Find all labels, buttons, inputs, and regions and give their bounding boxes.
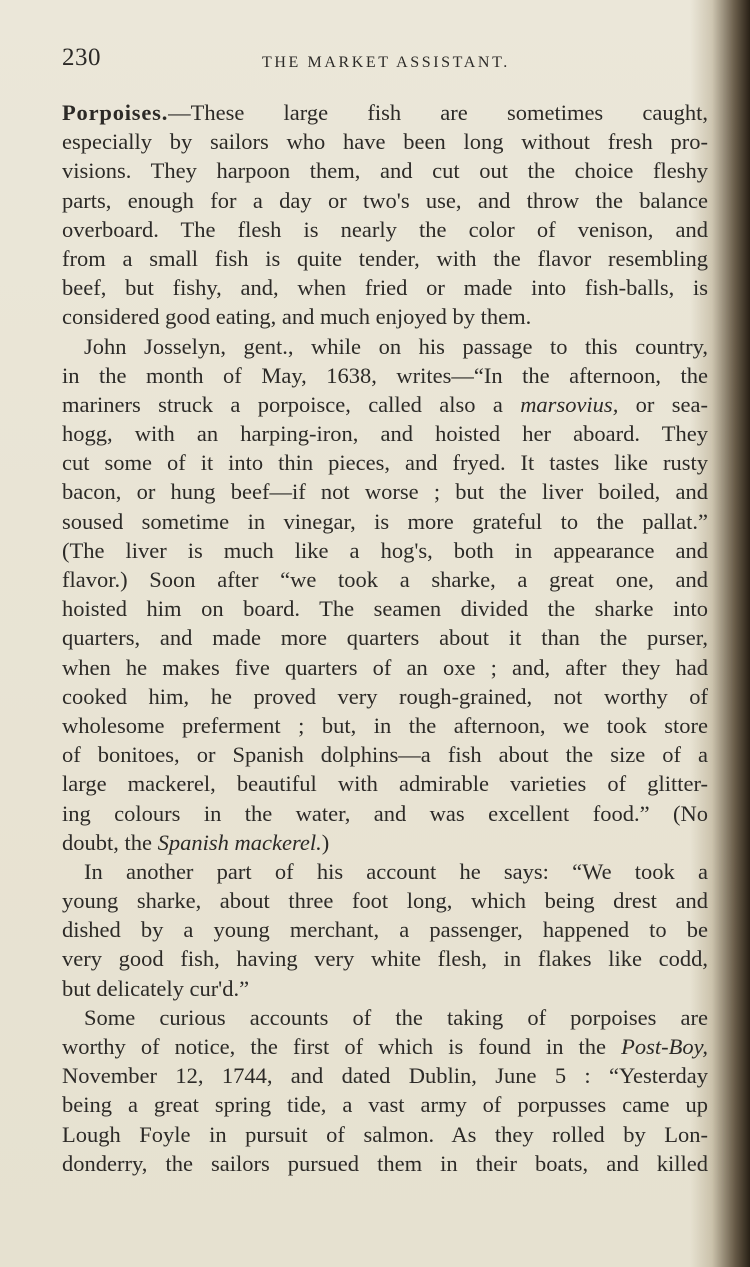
page-number: 230 bbox=[62, 44, 101, 71]
text-segment: being a great spring tide, a vast army of porpusses came up bbox=[62, 1092, 708, 1118]
page-header bbox=[62, 44, 702, 74]
text-line bbox=[62, 156, 708, 185]
italic-text: Post-Boy, bbox=[621, 1034, 708, 1059]
text-segment: quarters, and made more quarters about it than the purser, bbox=[62, 625, 708, 651]
text-segment: but delicately cur'd.” bbox=[62, 975, 250, 1001]
text-segment: ing colours in the water, and was excellent food.” (No bbox=[62, 800, 708, 826]
text-segment: John Josselyn, gent., while on his passage to this country, bbox=[84, 333, 708, 359]
text-segment: cut some of it into thin pieces, and fryed. It tastes like rusty bbox=[62, 450, 708, 476]
italic-text: marsovius, bbox=[520, 391, 619, 417]
text-line bbox=[62, 186, 708, 215]
italic-text: Spanish mackerel. bbox=[157, 829, 322, 855]
text-line bbox=[62, 915, 708, 944]
text-segment: November 12, 1744, and dated Dublin, June 5 : “Yesterday bbox=[62, 1063, 708, 1089]
text-segment: In another part of his account he says: “We took a bbox=[84, 858, 708, 884]
text-line bbox=[62, 215, 708, 244]
text-segment: in the month of May, 1638, writes—“In the afternoon, the bbox=[62, 362, 708, 388]
text-line bbox=[62, 623, 708, 652]
text-line bbox=[62, 477, 708, 506]
text-segment: doubt, the bbox=[62, 829, 158, 855]
text-line bbox=[62, 1090, 708, 1119]
text-line bbox=[62, 944, 708, 973]
text-segment: —These large fish are sometimes caught, bbox=[168, 100, 708, 125]
text-line bbox=[62, 1003, 708, 1032]
text-line bbox=[62, 302, 708, 331]
text-segment: dished by a young merchant, a passenger, happened to be bbox=[62, 917, 708, 943]
text-line bbox=[62, 1061, 708, 1090]
text-line bbox=[62, 536, 708, 565]
text-segment: large mackerel, beautiful with admirable varieties of glitter- bbox=[62, 771, 708, 797]
text-segment: especially by sailors who have been long without fresh pro- bbox=[62, 129, 708, 155]
text-segment: flavor.) Soon after “we took a sharke, a great one, and bbox=[62, 567, 708, 592]
text-segment: young sharke, about three foot long, which being drest and bbox=[62, 888, 708, 914]
text-line bbox=[62, 98, 708, 127]
text-segment: when he makes five quarters of an oxe ; and, after they had bbox=[62, 654, 708, 680]
text-line bbox=[62, 1149, 708, 1178]
text-segment: wholesome preferment ; but, in the afternoon, we took store bbox=[62, 712, 708, 738]
text-segment: donderry, the sailors pursued them in their boats, and killed bbox=[62, 1150, 708, 1176]
text-line bbox=[62, 799, 708, 828]
text-segment: cooked him, he proved very rough-grained, not worthy of bbox=[62, 683, 708, 709]
text-segment: worthy of notice, the first of which is found in the bbox=[62, 1034, 622, 1059]
text-segment: overboard. The flesh is nearly the color of venison, and bbox=[62, 216, 708, 242]
text-segment: very good fish, having very white flesh, in flakes like codd, bbox=[62, 946, 708, 972]
text-line bbox=[62, 390, 708, 419]
text-line bbox=[62, 682, 708, 711]
text-line bbox=[62, 857, 708, 886]
text-line bbox=[62, 127, 708, 156]
text-line bbox=[62, 828, 708, 857]
text-segment: considered good eating, and much enjoyed by them. bbox=[62, 304, 532, 330]
running-title: THE MARKET ASSISTANT. bbox=[262, 54, 510, 71]
text-segment: of bonitoes, or Spanish dolphins—a fish about the size of a bbox=[62, 742, 708, 768]
section-heading: Porpoises. bbox=[62, 100, 169, 125]
text-segment: parts, enough for a day or two's use, and throw the balance bbox=[62, 187, 708, 213]
text-line bbox=[62, 448, 708, 477]
text-line bbox=[62, 769, 708, 798]
text-segment: Some curious accounts of the taking of porpoises are bbox=[84, 1004, 708, 1030]
body-text bbox=[62, 98, 708, 1178]
text-segment: beef, but fishy, and, when fried or made into fish-balls, is bbox=[62, 275, 708, 301]
text-segment: bacon, or hung beef—if not worse ; but the liver boiled, and bbox=[62, 479, 708, 505]
text-segment: Lough Foyle in pursuit of salmon. As they rolled by Lon- bbox=[62, 1121, 708, 1147]
text-line bbox=[62, 594, 708, 623]
text-segment: soused sometime in vinegar, is more grateful to the pallat.” bbox=[62, 508, 708, 534]
text-segment: or sea- bbox=[618, 391, 708, 417]
text-line bbox=[62, 273, 708, 302]
text-line bbox=[62, 974, 708, 1003]
text-segment: from a small fish is quite tender, with the flavor resembling bbox=[62, 245, 708, 271]
text-line bbox=[62, 507, 708, 536]
text-line bbox=[62, 1120, 708, 1149]
text-line bbox=[62, 244, 708, 273]
text-line bbox=[62, 565, 708, 594]
text-segment: (The liver is much like a hog's, both in appearance and bbox=[62, 537, 708, 563]
text-segment: visions. They harpoon them, and cut out the choice fleshy bbox=[62, 158, 708, 184]
text-line bbox=[62, 653, 708, 682]
text-segment: hoisted him on board. The seamen divided the sharke into bbox=[62, 596, 708, 622]
text-line bbox=[62, 419, 708, 448]
text-line bbox=[62, 332, 708, 361]
text-line bbox=[62, 886, 708, 915]
text-line bbox=[62, 1032, 708, 1061]
text-segment: mariners struck a porpoisce, called also a bbox=[62, 391, 521, 417]
text-line bbox=[62, 740, 708, 769]
text-line bbox=[62, 711, 708, 740]
text-line bbox=[62, 361, 708, 390]
text-segment: ) bbox=[321, 829, 330, 855]
text-segment: hogg, with an harping-iron, and hoisted her aboard. They bbox=[62, 421, 708, 447]
